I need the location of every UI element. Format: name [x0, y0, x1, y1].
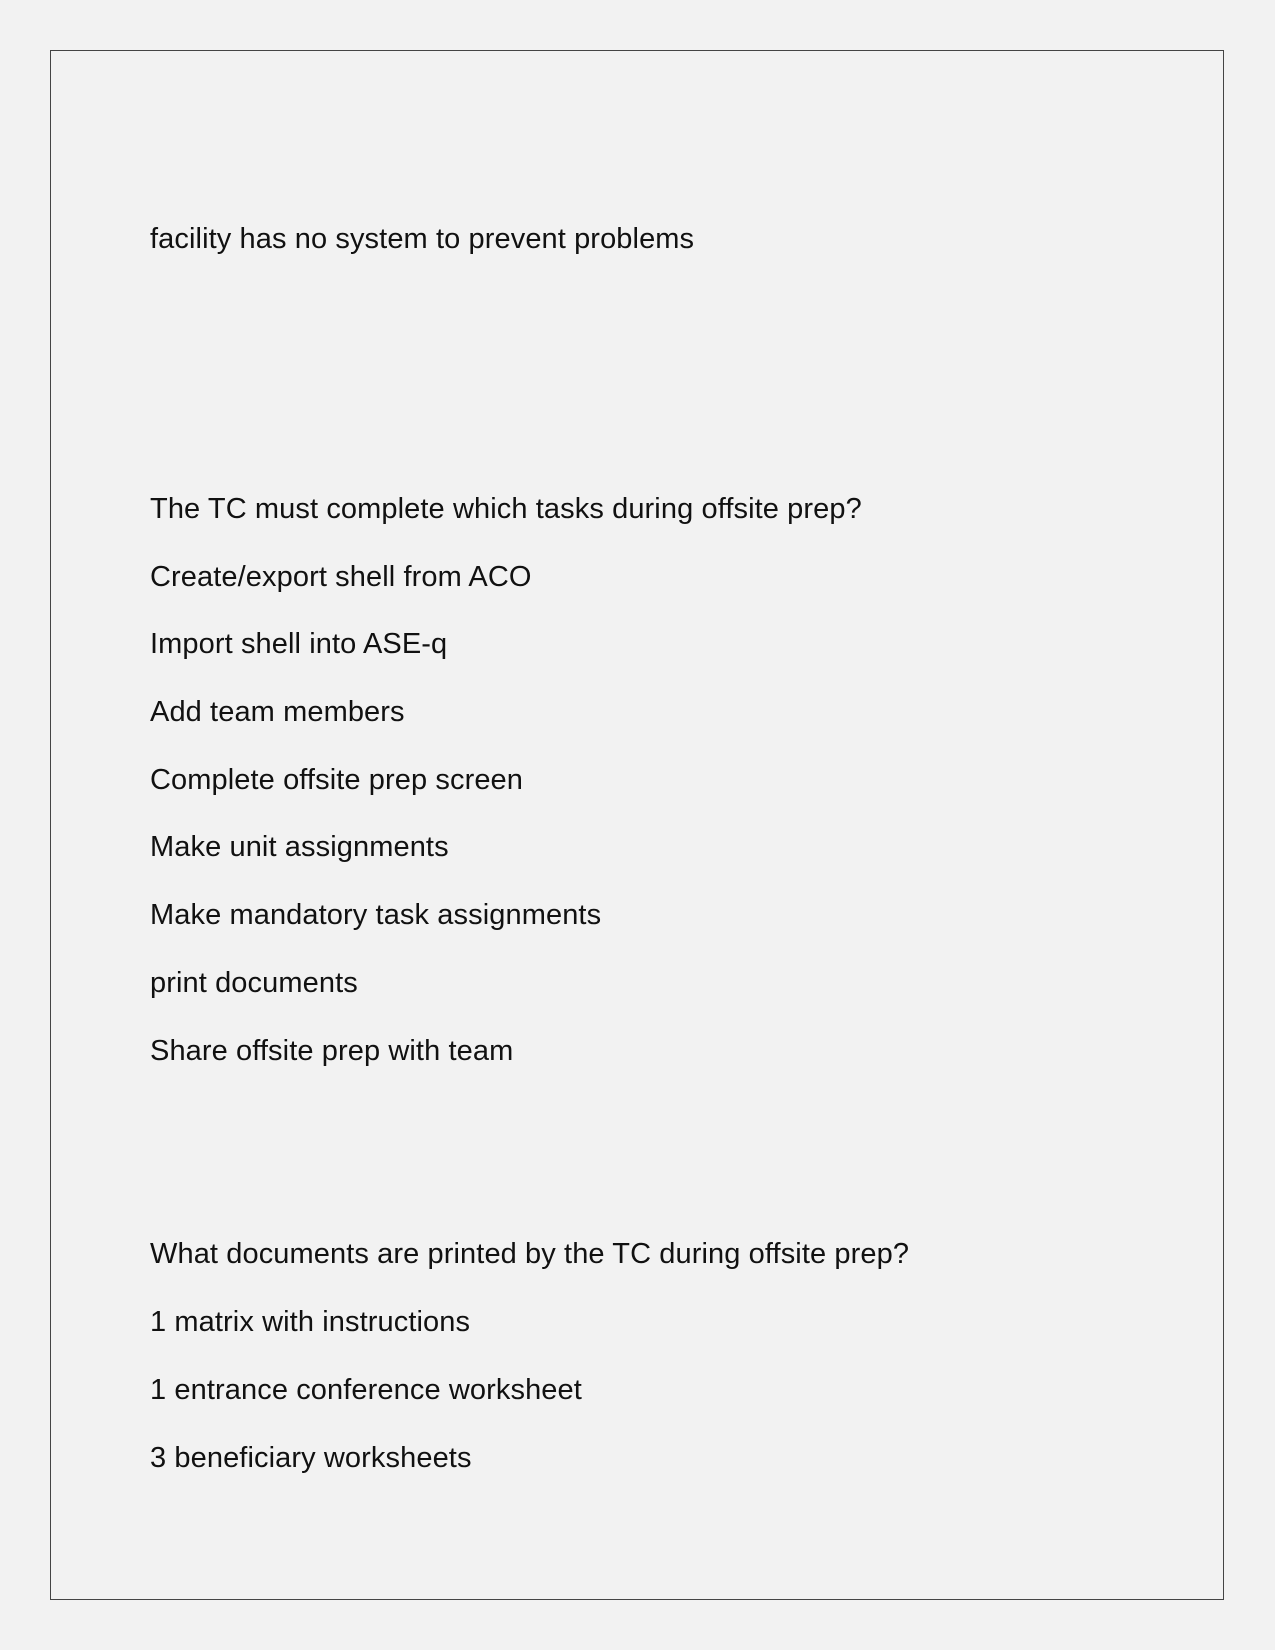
- answer-item: 3 beneficiary worksheets: [150, 1442, 472, 1474]
- answer-item: print documents: [150, 967, 358, 999]
- answer-item: Make unit assignments: [150, 831, 449, 863]
- answer-item: 1 matrix with instructions: [150, 1306, 471, 1338]
- answer-item: 1 entrance conference worksheet: [150, 1374, 582, 1406]
- answer-item: Make mandatory task assignments: [150, 899, 602, 931]
- page-border: [50, 50, 1224, 1600]
- question-tasks: The TC must complete which tasks during offsite prep?: [150, 493, 862, 525]
- answer-item: Share offsite prep with team: [150, 1035, 514, 1067]
- answer-item: Complete offsite prep screen: [150, 764, 524, 796]
- answer-item: Import shell into ASE-q: [150, 628, 448, 660]
- answer-item: Add team members: [150, 696, 405, 728]
- answer-item: Create/export shell from ACO: [150, 561, 532, 593]
- intro-text: facility has no system to prevent problems: [150, 223, 695, 255]
- question-documents: What documents are printed by the TC during offsite prep?: [150, 1238, 910, 1270]
